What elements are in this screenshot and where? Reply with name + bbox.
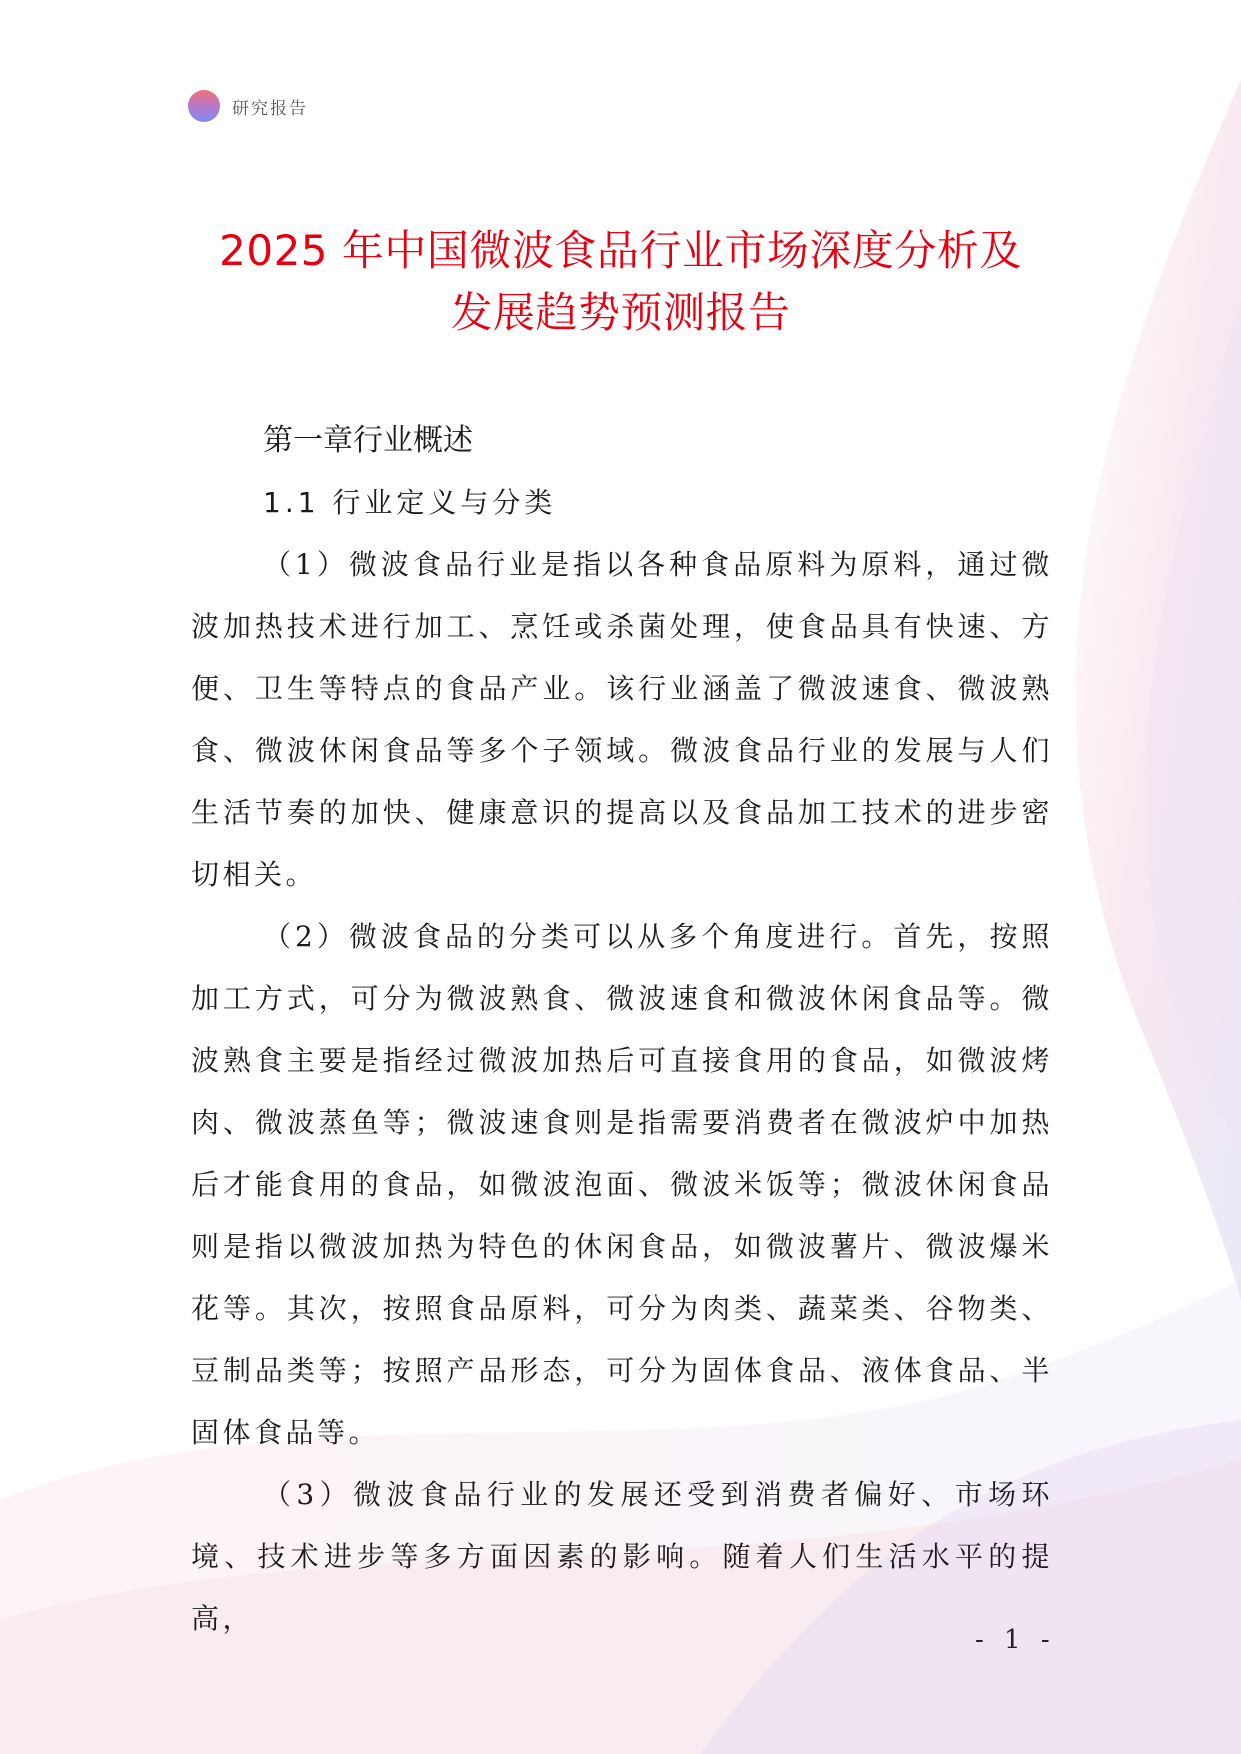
gradient-circle-logo-icon [188, 90, 220, 122]
paragraph-3: （3）微波食品行业的发展还受到消费者偏好、市场环境、技术进步等多方面因素的影响。随着人们生活水平的提高， [191, 1478, 1053, 1635]
page-number: - 1 - [975, 1625, 1056, 1655]
body-content [191, 410, 1053, 1650]
title-line-1: 2025 年中国微波食品行业市场深度分析及 [219, 226, 1022, 275]
paragraph-1: （1）微波食品行业是指以各种食品原料为原料，通过微波加热技术进行加工、烹饪或杀菌处理，使食品具有快速、方便、卫生等特点的食品产业。该行业涵盖了微波速食、微波熟食、微波休闲食品等多个子领域。微波食品行业的发展与人们生活节奏的加快、健康意识的提高以及食品加工技术的进步密切相关。 [191, 548, 1053, 891]
brand-text: 研究报告 [232, 98, 308, 119]
header-brand [188, 90, 308, 122]
paragraph-2: （2）微波食品的分类可以从多个角度进行。首先，按照加工方式，可分为微波熟食、微波速食和微波休闲食品等。微波熟食主要是指经过微波加热后可直接食用的食品，如微波烤肉、微波蒸鱼等；微波速食则是指需要消费者在微波炉中加热后才能食用的食品，如微波泡面、微波米饭等；微波休闲食品则是指以微波加热为特色的休闲食品，如微波薯片、微波爆米花等。其次，按照食品原料，可分为肉类、蔬菜类、谷物类、豆制品类等；按照产品形态，可分为固体食品、液体食品、半固体食品等。 [191, 920, 1053, 1449]
report-title [150, 220, 1091, 344]
section-heading: 1.1 行业定义与分类 [263, 486, 557, 519]
chapter-heading: 第一章行业概述 [263, 423, 473, 458]
title-line-2: 发展趋势预测报告 [450, 288, 791, 337]
